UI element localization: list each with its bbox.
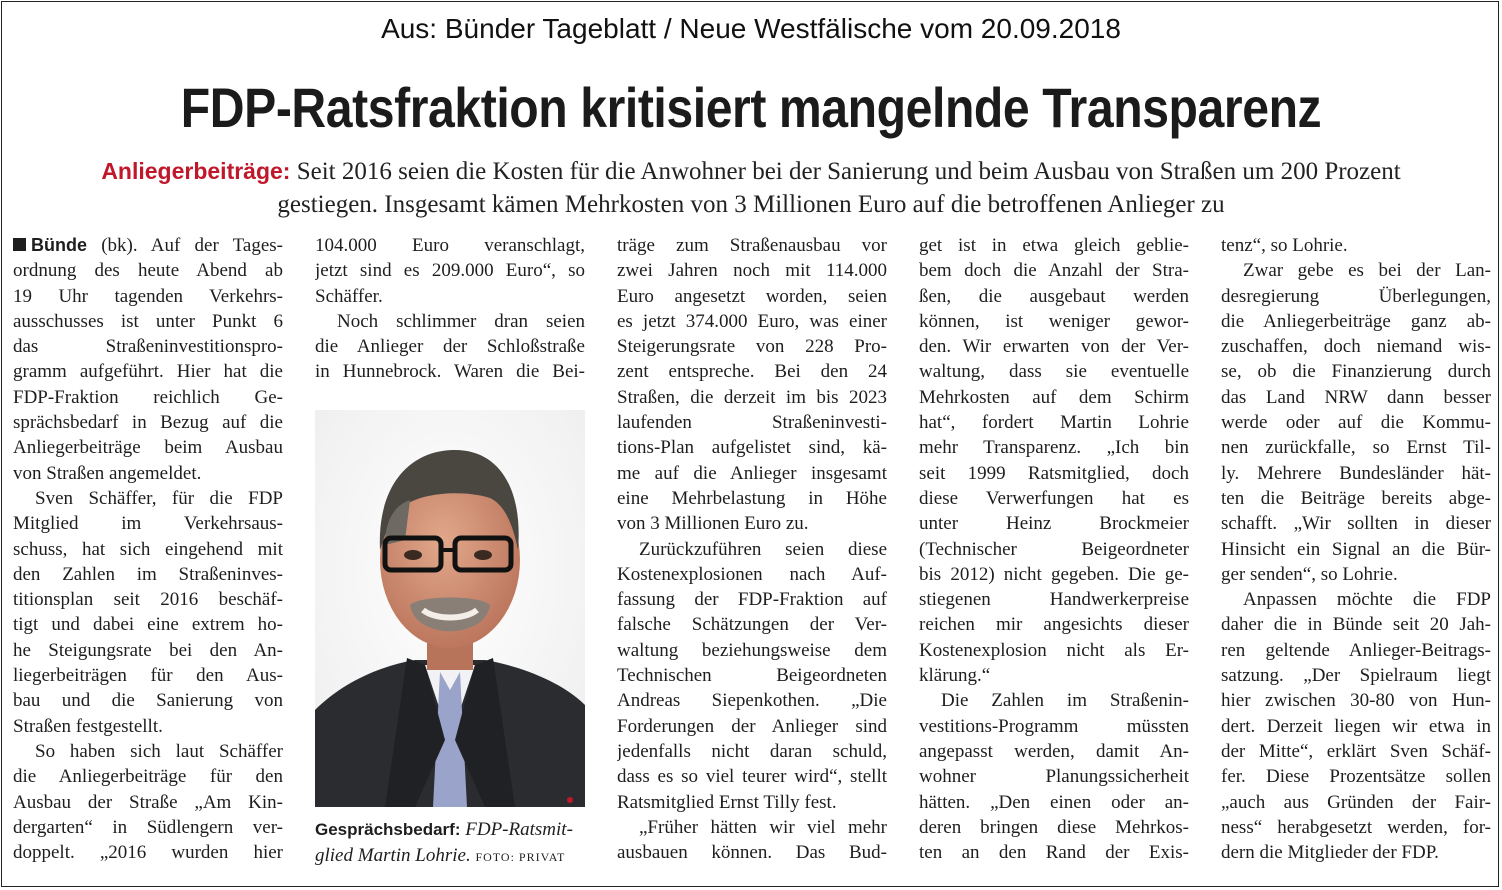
column-2: [315, 233, 585, 385]
column-line: Anliegerbeiträge beim Ausbau: [13, 437, 283, 459]
column-line: desregierung Überlegungen,: [1221, 285, 1491, 307]
column-5: [1221, 233, 1491, 865]
column-line: seit 1999 Ratsmitglied, doch: [919, 462, 1189, 484]
column-line: get ist in etwa gleich geblie-: [919, 235, 1189, 256]
caption-line-1: [315, 817, 590, 843]
column-line: von Straßen angemeldet.: [13, 462, 202, 484]
column-line: angepasst werden, damit An-: [919, 740, 1189, 762]
column-line: Ausbau der Straße „Am Kin-: [13, 791, 283, 813]
column-line: mehr Transparenz. „Ich bin: [919, 437, 1189, 459]
caption-text-1: FDP-Ratsmit-: [465, 819, 573, 840]
caption-text-2: glied Martin Lohrie.: [315, 845, 471, 866]
column-line: dert. Derzeit liegen wir etwa in: [1221, 715, 1491, 737]
column-line: ren geltende Anlieger-Beitrags-: [1221, 639, 1491, 661]
column-line: ausbauen können. Das Bud-: [617, 842, 887, 864]
column-line: dern die Mitglieder der FDP.: [1221, 842, 1439, 864]
column-line: bem doch die Anzahl der Stra-: [919, 260, 1189, 282]
column-line: Hinsicht ein Signal an die Bür-: [1221, 538, 1491, 560]
column-line: ordnung des heute Abend ab: [13, 260, 283, 282]
column-line: FDP-Fraktion reichlich Ge-: [13, 386, 283, 408]
column-line: ness“ herabgesetzt werden, for-: [1221, 816, 1491, 838]
column-line: waltung, dass sie eventuelle: [919, 361, 1189, 383]
column-line: den. Wir erwarten von der Ver-: [919, 336, 1189, 358]
column-line: schuss, hat sich eingehend mit: [13, 538, 283, 560]
column-line: fer. Diese Prozentsätze sollen: [1221, 766, 1491, 788]
column-line: falsche Schätzungen der Ver-: [617, 614, 887, 636]
subheadline-kicker: Anliegerbeiträge:: [101, 158, 291, 184]
column-line: bau und die Sanierung von: [13, 690, 283, 712]
photo-caption: [315, 817, 590, 870]
column-line: in Hunnebrock. Waren die Bei-: [315, 361, 585, 383]
column-line: Bünde (bk). Auf der Tages-: [13, 233, 283, 258]
column-line: klärung.“: [919, 665, 991, 687]
column-line: zwei Jahren noch mit 114.000: [617, 260, 887, 282]
column-line: bis 2012) nicht gegeben. Die ge-: [919, 563, 1189, 585]
column-line: daher die in Bünde seit 20 Jah-: [1221, 614, 1491, 636]
column-line: tions-Plan aufgelistet sind, kä-: [617, 437, 887, 459]
column-line: Die Zahlen im Straßenin-: [941, 690, 1189, 712]
column-line: ßen, die ausgebaut werden: [919, 285, 1189, 307]
column-line: Kostenexplosion nicht als Er-: [919, 639, 1189, 661]
headline: FDP-Ratsfraktion kritisiert mangelnde Transparenz: [180, 76, 1322, 139]
column-line: Technischen Beigeordneten: [617, 665, 887, 687]
dateline-place: Bünde: [31, 235, 87, 255]
column-line: ly. Mehrere Bundesländer hät-: [1221, 462, 1491, 484]
column-line: dergarten“ in Südlengern ver-: [13, 816, 283, 838]
portrait-photo: [315, 410, 585, 807]
caption-bold: Gesprächsbedarf:: [315, 820, 461, 839]
subheadline-text-1: Seit 2016 seien die Kosten für die Anwohner bei der Sanierung und beim Ausbau von Straßen um 200 Prozent: [296, 158, 1401, 185]
column-line: stiegenen Handwerkerpreise: [919, 589, 1189, 611]
column-line: laufenden Straßeninvesti-: [617, 412, 887, 434]
column-line: tenz“, so Lohrie.: [1221, 235, 1348, 256]
column-line: sprächsbedarf in Bezug auf die: [13, 412, 283, 434]
column-line: nen zurückfalle, so Ernst Til-: [1221, 437, 1491, 459]
column-line: Euro angesetzt worden, seien: [617, 285, 887, 307]
column-line: „Früher hätten wir viel mehr: [639, 816, 887, 838]
column-line: von 3 Millionen Euro zu.: [617, 513, 809, 535]
column-line: die Anliegerbeiträge ganz ab-: [1221, 310, 1491, 332]
subheadline-line-1: [30, 154, 1472, 189]
column-line: se, ob die Finanzierung durch: [1221, 361, 1491, 383]
column-line: Steigerungsrate von 228 Pro-: [617, 336, 887, 358]
source-line: Aus: Bünder Tageblatt / Neue Westfälische vom 20.09.2018: [381, 13, 1121, 44]
column-line: das Land NRW dann besser: [1221, 386, 1491, 408]
column-line: Sven Schäffer, für die FDP: [35, 487, 283, 509]
column-line: ten an den Rand der Exis-: [919, 842, 1189, 864]
column-line: So haben sich laut Schäffer: [35, 740, 283, 762]
column-line: dass es so viel teurer wird“, stellt: [617, 766, 887, 788]
column-line: Schäffer.: [315, 285, 383, 307]
column-line: hier zwischen 30-80 von Hun-: [1221, 690, 1491, 712]
column-line: jedenfalls nicht daran schuld,: [617, 740, 887, 762]
column-line: Straßen, die derzeit im bis 2023: [617, 386, 887, 408]
column-line: hat“, fordert Martin Lohrie: [919, 412, 1189, 434]
column-line: Zurückzuführen seien diese: [639, 538, 887, 560]
column-3: [617, 233, 887, 865]
column-line: waltung beziehungsweise dem: [617, 639, 887, 661]
column-line: 19 Uhr tagenden Verkehrs-: [13, 285, 283, 307]
dateline-marker-icon: [13, 238, 26, 251]
column-line: werde oder auf die Kommu-: [1221, 412, 1491, 434]
column-line: das Straßeninvestitionspro-: [13, 336, 283, 358]
column-line: Noch schlimmer dran seien: [337, 310, 585, 332]
column-line: die Anliegerbeiträge für den: [13, 766, 283, 788]
column-line: deren bringen diese Mehrkos-: [919, 816, 1189, 838]
subheadline-line-2: gestiegen. Insgesamt kämen Mehrkosten von 3 Millionen Euro auf die betroffenen Anlieger zu: [277, 191, 1225, 218]
column-line: Mitglied im Verkehrsaus-: [13, 513, 283, 535]
column-line: (Technischer Beigeordneter: [919, 538, 1189, 560]
column-line: Straßen festgestellt.: [13, 715, 163, 737]
column-line: Forderungen der Anlieger sind: [617, 715, 887, 737]
column-line: Andreas Siepenkothen. „Die: [617, 690, 887, 712]
column-line: „auch aus Gründen der Fair-: [1221, 791, 1491, 813]
column-line: doppelt. „2016 wurden hier: [13, 842, 283, 864]
portrait-illustration: [315, 410, 585, 807]
column-line: he Steigungsrate bei den An-: [13, 639, 283, 661]
column-1: [13, 233, 283, 865]
column-line: unter Heinz Brockmeier: [919, 513, 1189, 535]
column-line: eine Mehrbelastung in Höhe: [617, 487, 887, 509]
column-line: es jetzt 374.000 Euro, was einer: [617, 310, 887, 332]
column-line: können, ist weniger gewor-: [919, 310, 1189, 332]
column-line: Zwar gebe es bei der Lan-: [1243, 260, 1491, 282]
column-line: ten die Beiträge bereits abge-: [1221, 487, 1491, 509]
column-line: schafft. „Wir sollten in dieser: [1221, 513, 1491, 535]
column-line: me auf die Anlieger insgesamt: [617, 462, 887, 484]
column-line: Kostenexplosionen nach Auf-: [617, 563, 887, 585]
column-line: hätten. „Den einen oder an-: [919, 791, 1189, 813]
column-line: wohner Planungssicherheit: [919, 766, 1189, 788]
column-line: reichen mir angesichts dieser: [919, 614, 1189, 636]
column-line: titionsplan seit 2016 beschäf-: [13, 589, 283, 611]
column-line: fassung der FDP-Fraktion auf: [617, 589, 887, 611]
column-line: träge zum Straßenausbau vor: [617, 235, 887, 256]
column-line: ausschusses ist unter Punkt 6: [13, 310, 283, 332]
column-line: ger senden“, so Lohrie.: [1221, 563, 1398, 585]
column-line: gramm aufgeführt. Hier hat die: [13, 361, 283, 383]
column-4: [919, 233, 1189, 865]
column-line: der Mitte“, erklärt Sven Schäf-: [1221, 740, 1491, 762]
column-line: diese Verwerfungen hat es: [919, 487, 1189, 509]
column-line: Mehrkosten auf dem Schirm: [919, 386, 1189, 408]
photo-credit: FOTO: PRIVAT: [475, 850, 566, 864]
column-line: tigt und dabei eine extrem ho-: [13, 614, 283, 636]
caption-line-2: [315, 843, 590, 870]
column-line: vestitions-Programm müssten: [919, 715, 1189, 737]
column-line: 104.000 Euro veranschlagt,: [315, 235, 585, 256]
column-line: jetzt sind es 209.000 Euro“, so: [315, 260, 585, 282]
column-line: den Zahlen im Straßeninves-: [13, 563, 283, 585]
column-line: die Anlieger der Schloßstraße: [315, 336, 585, 358]
column-line: Anpassen möchte die FDP: [1243, 589, 1491, 611]
column-line: satzung. „Der Spielraum liegt: [1221, 665, 1491, 687]
column-line: zent entspreche. Bei den 24: [617, 361, 887, 383]
column-line: liegerbeiträgen für den Aus-: [13, 665, 283, 687]
column-line: zuschaffen, doch niemand wis-: [1221, 336, 1491, 358]
column-line: Ratsmitglied Ernst Tilly fest.: [617, 791, 837, 813]
